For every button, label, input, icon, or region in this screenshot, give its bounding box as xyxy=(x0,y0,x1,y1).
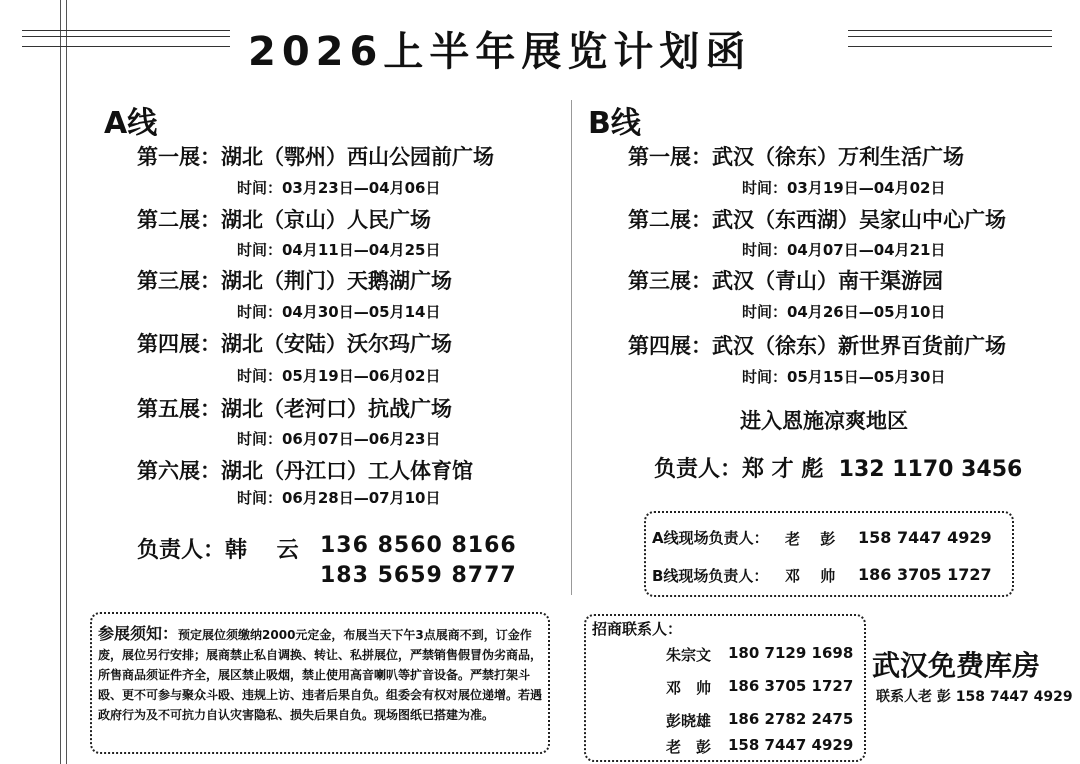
line-a-exhibition-3: 第三展：湖北（荆门）天鹅湖广场 xyxy=(137,269,452,293)
frame-line-left-2 xyxy=(66,0,67,764)
notice-body: 预定展位须缴纳2000元定金，布展当天下午3点展商不到，订金作废，展位另行安排；展商禁止私自调换、转让、私拼展位，严禁销售假冒伪劣商品，所售商品须证件齐全，展区禁止吸烟，禁止使用高音喇叭等扩音设备。严禁打架斗殴、更不可参与聚众斗殴、违规上访、违者后果自负。组委会有权对展位递增。若遇政府行为及不可抗力自认灾害隐私、损失后果自负。现场图纸已搭建为准。 xyxy=(98,628,543,722)
recruit-phone-2: 186 3705 1727 xyxy=(728,677,854,695)
line-b-time-1: 时间：03月19日—04月02日 xyxy=(742,179,946,197)
line-a-time-3: 时间：04月30日—05月14日 xyxy=(237,303,441,321)
recruit-heading: 招商联系人： xyxy=(592,620,683,638)
line-b-exhibition-4: 第四展：武汉（徐东）新世界百货前广场 xyxy=(628,334,1006,358)
column-divider xyxy=(571,100,572,595)
onsite-b-role: B线现场负责人： xyxy=(652,567,769,585)
onsite-a-name: 老 彭 xyxy=(785,530,836,548)
notice-heading: 参展须知： xyxy=(98,624,179,643)
line-b-exhibition-2: 第二展：武汉（东西湖）吴家山中心广场 xyxy=(628,208,1006,232)
line-b-manager: 负责人：郑 才 彪 132 1170 3456 xyxy=(654,457,1023,482)
recruit-name-1: 朱宗文 xyxy=(666,646,712,664)
onsite-b-name: 邓 帅 xyxy=(785,567,836,585)
line-a-phone-1: 136 8560 8166 xyxy=(320,533,517,558)
line-b-time-4: 时间：05月15日—05月30日 xyxy=(742,368,946,386)
warehouse-contact: 联系人老 彭 158 7447 4929 xyxy=(876,689,1073,705)
line-b-note: 进入恩施凉爽地区 xyxy=(740,409,908,433)
title-rule-right-2 xyxy=(848,36,1052,37)
line-b-exhibition-1: 第一展：武汉（徐东）万利生活广场 xyxy=(628,145,964,169)
title-rule-right-3 xyxy=(848,46,1052,47)
line-a-time-4: 时间：05月19日—06月02日 xyxy=(237,367,441,385)
line-a-heading: A线 xyxy=(104,106,158,141)
warehouse-title: 武汉免费库房 xyxy=(872,649,1041,682)
onsite-a-phone: 158 7447 4929 xyxy=(858,528,992,547)
notice-text xyxy=(98,624,544,725)
page-title: 2026上半年展览计划函 xyxy=(248,29,752,75)
line-a-manager: 负责人：韩 云 xyxy=(137,538,299,563)
line-a-time-2: 时间：04月11日—04月25日 xyxy=(237,241,441,259)
line-b-time-2: 时间：04月07日—04月21日 xyxy=(742,241,946,259)
frame-line-left-1 xyxy=(60,0,61,764)
onsite-b-phone: 186 3705 1727 xyxy=(858,565,992,584)
title-rule-right-1 xyxy=(848,30,1052,31)
recruit-phone-3: 186 2782 2475 xyxy=(728,710,854,728)
onsite-a-role: A线现场负责人： xyxy=(652,529,769,547)
recruit-name-2: 邓 帅 xyxy=(666,679,712,697)
line-a-exhibition-4: 第四展：湖北（安陆）沃尔玛广场 xyxy=(137,332,452,356)
line-a-phone-2: 183 5659 8777 xyxy=(320,563,517,588)
line-a-exhibition-5: 第五展：湖北（老河口）抗战广场 xyxy=(137,397,452,421)
line-a-time-5: 时间：06月07日—06月23日 xyxy=(237,430,441,448)
recruit-phone-4: 158 7447 4929 xyxy=(728,736,854,754)
line-a-time-1: 时间：03月23日—04月06日 xyxy=(237,179,441,197)
line-a-exhibition-1: 第一展：湖北（鄂州）西山公园前广场 xyxy=(137,145,494,169)
line-a-exhibition-2: 第二展：湖北（京山）人民广场 xyxy=(137,208,431,232)
line-a-time-6: 时间：06月28日—07月10日 xyxy=(237,489,441,507)
line-b-time-3: 时间：04月26日—05月10日 xyxy=(742,303,946,321)
line-b-heading: B线 xyxy=(588,106,641,141)
recruit-name-3: 彭晓雄 xyxy=(666,712,712,730)
recruit-phone-1: 180 7129 1698 xyxy=(728,644,854,662)
title-rule-left-3 xyxy=(22,46,230,47)
title-rule-left-1 xyxy=(22,30,230,31)
line-b-exhibition-3: 第三展：武汉（青山）南干渠游园 xyxy=(628,269,943,293)
title-rule-left-2 xyxy=(22,36,230,37)
line-a-exhibition-6: 第六展：湖北（丹江口）工人体育馆 xyxy=(137,459,473,483)
recruit-name-4: 老 彭 xyxy=(666,738,712,756)
